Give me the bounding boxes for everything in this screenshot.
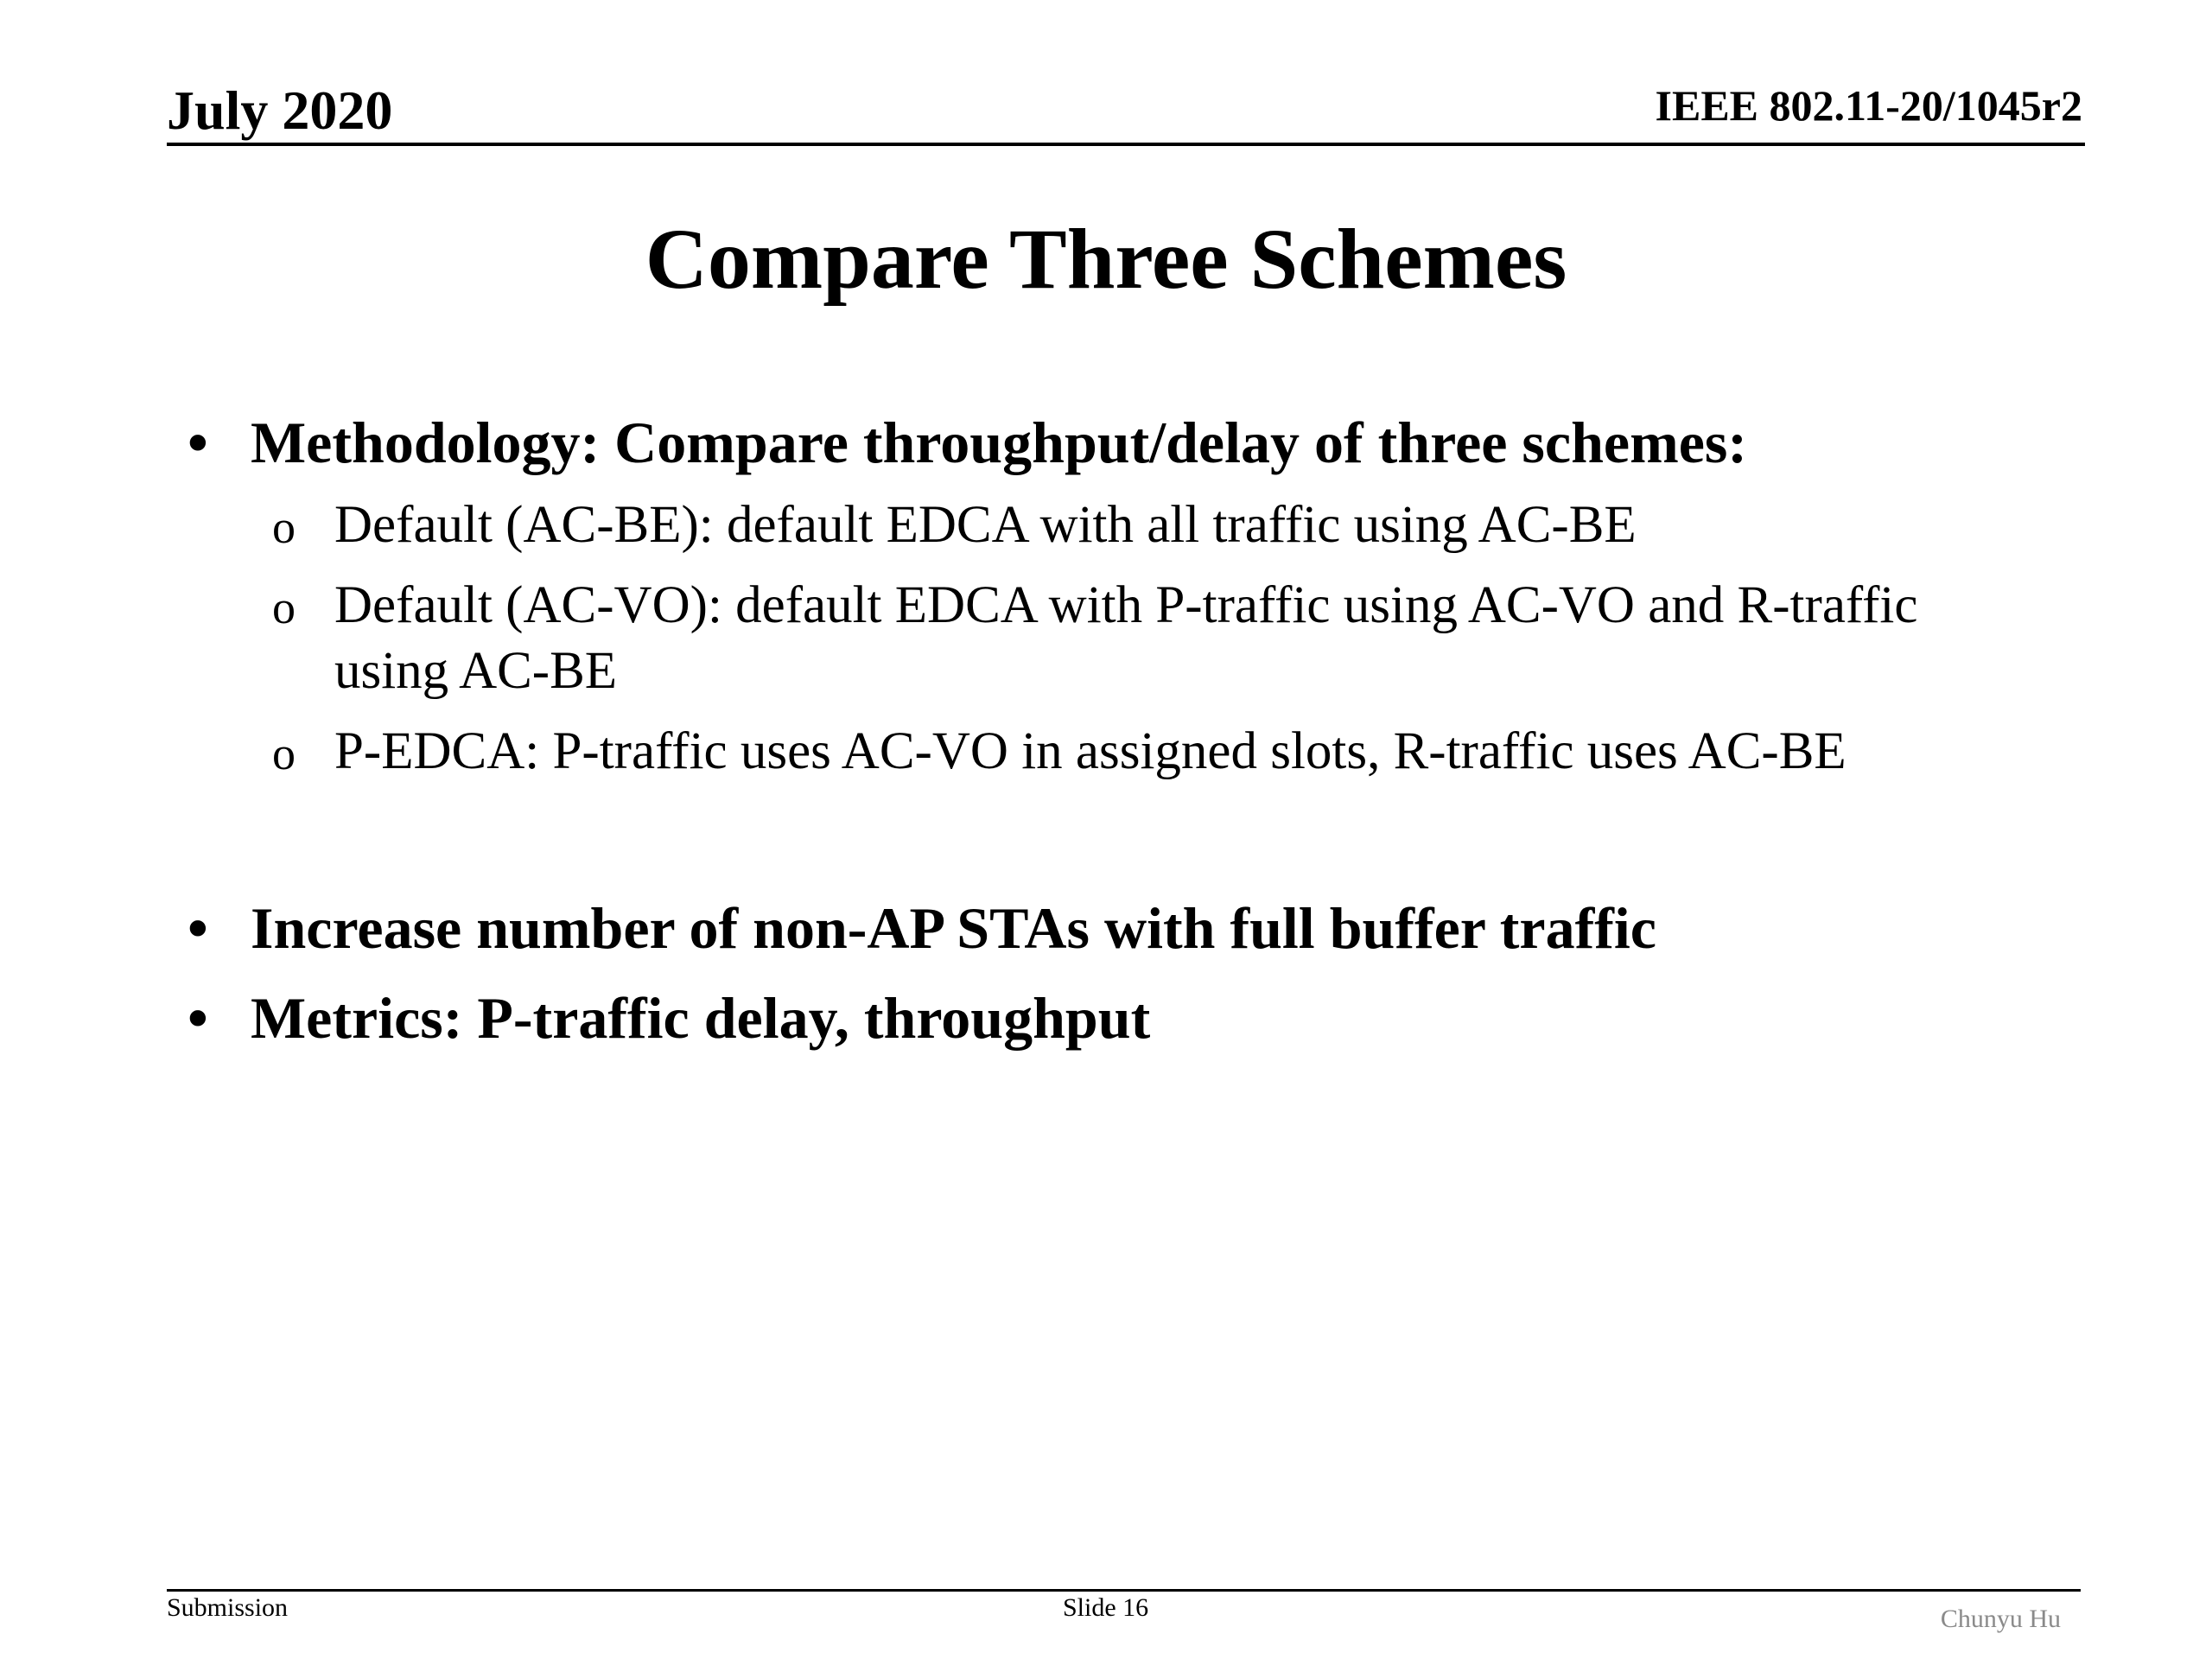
bullet-marker: • — [188, 410, 208, 475]
footer-divider — [167, 1589, 2081, 1592]
footer-slide-number: Slide 16 — [1063, 1593, 1149, 1622]
bullet-text: Increase number of non-AP STAs with full buffer traffic — [251, 895, 1656, 961]
slide-title: Compare Three Schemes — [645, 211, 1567, 307]
bullet-marker: • — [188, 895, 208, 961]
footer-submission: Submission — [167, 1593, 289, 1622]
sub-bullet-text: Default (AC-BE): default EDCA with all traffic using AC-BE — [334, 496, 1637, 554]
sub-bullet-p-edca — [272, 719, 2028, 785]
bullet-text: Metrics: P-traffic delay, throughput — [251, 985, 1151, 1051]
sub-bullet-marker: o — [272, 501, 296, 553]
header-date: July 2020 — [167, 79, 393, 141]
sub-bullet-default-ac-be — [272, 493, 2028, 558]
bullet-increase-stas — [188, 893, 1656, 963]
sub-bullet-text: P-EDCA: P-traffic uses AC-VO in assigned slots, R-traffic uses AC-BE — [334, 722, 1847, 780]
sub-bullet-text: Default (AC-VO): default EDCA with P-traffic using AC-VO and R-traffic using AC-BE — [334, 576, 1918, 700]
footer-author: Chunyu Hu — [1940, 1605, 2061, 1633]
bullet-text: Methodology: Compare throughput/delay of three schemes: — [251, 410, 1748, 475]
sub-bullet-default-ac-vo — [272, 573, 2028, 704]
sub-bullet-marker: o — [272, 728, 296, 779]
bullet-methodology — [188, 408, 1748, 477]
sub-bullet-marker: o — [272, 582, 296, 633]
bullet-metrics — [188, 983, 1151, 1052]
bullet-marker: • — [188, 985, 208, 1051]
header-divider — [167, 143, 2085, 146]
header-document-id: IEEE 802.11-20/1045r2 — [1655, 81, 2082, 130]
